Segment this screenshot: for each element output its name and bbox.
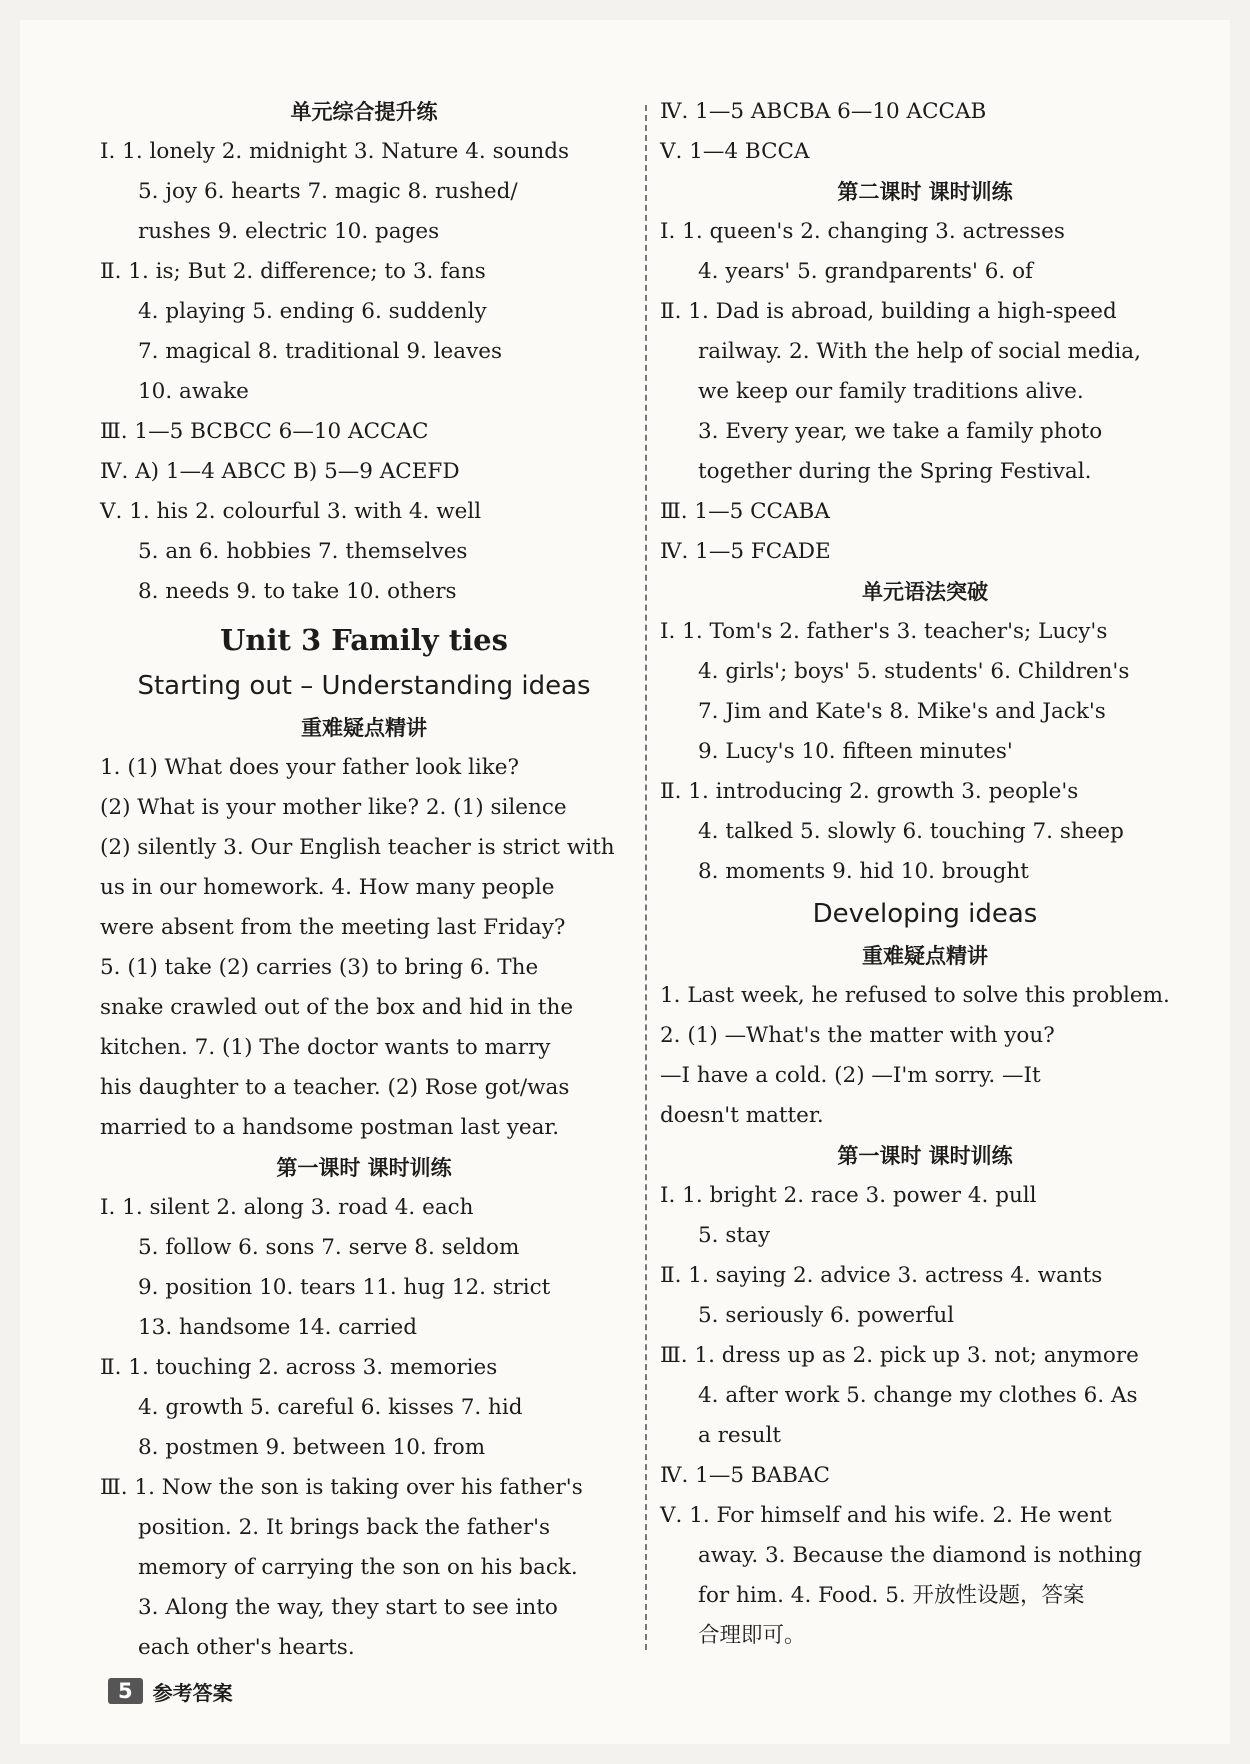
answer-line: 合理即可。 xyxy=(698,1623,806,1648)
answer-line: for him. 4. Food. 5. 开放性设题，答案 xyxy=(698,1583,1085,1608)
section-title: 重难疑点精讲 xyxy=(862,944,988,968)
answer-line: Ⅰ. 1. Tom's 2. father's 3. teacher's; Lucy's xyxy=(660,619,1108,644)
answer-line: Ⅰ. 1. bright 2. race 3. power 4. pull xyxy=(660,1183,1037,1208)
answer-line: 4. after work 5. change my clothes 6. As xyxy=(698,1383,1138,1408)
answer-line: Ⅳ. 1—5 BABAC xyxy=(660,1463,830,1488)
answer-line: —I have a cold. (2) —I'm sorry. —It xyxy=(660,1063,1041,1088)
lesson-subtitle: Starting out – Understanding ideas xyxy=(137,671,591,701)
answer-line: Ⅰ. 1. silent 2. along 3. road 4. each xyxy=(100,1195,474,1220)
answer-line: 8. postmen 9. between 10. from xyxy=(138,1435,486,1460)
answer-line: 4. talked 5. slowly 6. touching 7. sheep xyxy=(698,819,1124,844)
page-number: 5 xyxy=(108,1678,143,1704)
answer-line: 7. magical 8. traditional 9. leaves xyxy=(138,339,502,364)
answer-line: Ⅳ. A) 1—4 ABCC B) 5—9 ACEFD xyxy=(100,459,460,484)
answer-line: position. 2. It brings back the father's xyxy=(138,1515,551,1540)
answer-line: (2) silently 3. Our English teacher is strict with xyxy=(100,835,615,860)
answer-block xyxy=(660,1176,1190,1656)
answer-block xyxy=(660,612,1190,892)
answer-block xyxy=(660,92,1190,172)
answer-line: each other's hearts. xyxy=(138,1635,355,1660)
answer-line: Ⅴ. 1. For himself and his wife. 2. He went xyxy=(660,1503,1112,1528)
answer-line: 5. joy 6. hearts 7. magic 8. rushed/ xyxy=(138,179,518,204)
answer-line: Ⅱ. 1. is; But 2. difference; to 3. fans xyxy=(100,259,486,284)
section-title: 重难疑点精讲 xyxy=(301,716,427,740)
answer-block xyxy=(100,748,628,1148)
section-title: 单元综合提升练 xyxy=(290,100,438,124)
answer-line: Ⅳ. 1—5 ABCBA 6—10 ACCAB xyxy=(660,99,987,124)
answer-line: rushes 9. electric 10. pages xyxy=(138,219,440,244)
answer-line: doesn't matter. xyxy=(660,1103,824,1128)
answer-line: 13. handsome 14. carried xyxy=(138,1315,418,1340)
answer-line: 4. years' 5. grandparents' 6. of xyxy=(698,259,1034,284)
answer-line: Ⅳ. 1—5 FCADE xyxy=(660,539,831,564)
answer-line: married to a handsome postman last year. xyxy=(100,1115,560,1140)
answer-line: 5. an 6. hobbies 7. themselves xyxy=(138,539,468,564)
page-footer xyxy=(108,1674,233,1708)
answer-line: 5. follow 6. sons 7. serve 8. seldom xyxy=(138,1235,520,1260)
answer-line: memory of carrying the son on his back. xyxy=(138,1555,578,1580)
answer-line: 9. position 10. tears 11. hug 12. strict xyxy=(138,1275,551,1300)
answer-line: 2. (1) —What's the matter with you? xyxy=(660,1023,1055,1048)
answer-line: 3. Along the way, they start to see into xyxy=(138,1595,558,1620)
answer-line: Ⅱ. 1. Dad is abroad, building a high-speed xyxy=(660,299,1117,324)
answer-line: 10. awake xyxy=(138,379,249,404)
answer-line: Ⅱ. 1. saying 2. advice 3. actress 4. wants xyxy=(660,1263,1103,1288)
section-title: 第一课时 课时训练 xyxy=(276,1156,452,1180)
answer-line: kitchen. 7. (1) The doctor wants to marry xyxy=(100,1035,551,1060)
answer-line: railway. 2. With the help of social media, xyxy=(698,339,1141,364)
footer-label: 参考答案 xyxy=(152,1680,233,1705)
answer-line: a result xyxy=(698,1423,782,1448)
lesson-subtitle: Developing ideas xyxy=(812,899,1038,929)
answer-line: 8. needs 9. to take 10. others xyxy=(138,579,457,604)
answer-line: Ⅲ. 1—5 CCABA xyxy=(660,499,830,524)
unit-title: Unit 3 Family ties xyxy=(220,623,508,657)
answer-line: away. 3. Because the diamond is nothing xyxy=(698,1543,1142,1568)
answer-line: Ⅱ. 1. introducing 2. growth 3. people's xyxy=(660,779,1079,804)
answer-line: Ⅴ. 1. his 2. colourful 3. with 4. well xyxy=(100,499,482,524)
answer-line: 1. Last week, he refused to solve this problem. xyxy=(660,983,1170,1008)
answer-block xyxy=(100,132,628,612)
section-title: 第二课时 课时训练 xyxy=(837,180,1013,204)
answer-line: we keep our family traditions alive. xyxy=(698,379,1084,404)
column-divider xyxy=(645,105,647,1650)
answer-line: 8. moments 9. hid 10. brought xyxy=(698,859,1029,884)
answer-line: 5. (1) take (2) carries (3) to bring 6. The xyxy=(100,955,539,980)
answer-line: Ⅲ. 1—5 BCBCC 6—10 ACCAC xyxy=(100,419,429,444)
answer-block xyxy=(100,1188,628,1668)
answer-line: us in our homework. 4. How many people xyxy=(100,875,555,900)
answer-line: 4. girls'; boys' 5. students' 6. Children's xyxy=(698,659,1130,684)
section-title: 第一课时 课时训练 xyxy=(837,1144,1013,1168)
section-title: 单元语法突破 xyxy=(862,580,988,604)
answer-line: were absent from the meeting last Friday? xyxy=(100,915,566,940)
answer-line: Ⅰ. 1. queen's 2. changing 3. actresses xyxy=(660,219,1065,244)
answer-line: (2) What is your mother like? 2. (1) silence xyxy=(100,795,567,820)
answer-line: Ⅰ. 1. lonely 2. midnight 3. Nature 4. sounds xyxy=(100,139,570,164)
answer-line: 9. Lucy's 10. fifteen minutes' xyxy=(698,739,1013,764)
answer-line: snake crawled out of the box and hid in the xyxy=(100,995,574,1020)
answer-line: Ⅴ. 1—4 BCCA xyxy=(660,139,810,164)
answer-line: his daughter to a teacher. (2) Rose got/was xyxy=(100,1075,570,1100)
answer-line: 4. playing 5. ending 6. suddenly xyxy=(138,299,487,324)
answer-line: Ⅱ. 1. touching 2. across 3. memories xyxy=(100,1355,498,1380)
left-column xyxy=(100,92,628,1668)
answer-line: Ⅲ. 1. Now the son is taking over his father's xyxy=(100,1475,583,1500)
right-column xyxy=(660,92,1190,1656)
answer-line: 1. (1) What does your father look like? xyxy=(100,755,519,780)
answer-block xyxy=(660,212,1190,572)
answer-line: together during the Spring Festival. xyxy=(698,459,1092,484)
answer-line: 7. Jim and Kate's 8. Mike's and Jack's xyxy=(698,699,1106,724)
answer-line: Ⅲ. 1. dress up as 2. pick up 3. not; anymore xyxy=(660,1343,1139,1368)
answer-line: 5. stay xyxy=(698,1223,770,1248)
answer-line: 4. growth 5. careful 6. kisses 7. hid xyxy=(138,1395,523,1420)
answer-key-page xyxy=(20,20,1230,1744)
answer-block xyxy=(660,976,1190,1136)
answer-line: 3. Every year, we take a family photo xyxy=(698,419,1103,444)
answer-line: 5. seriously 6. powerful xyxy=(698,1303,955,1328)
